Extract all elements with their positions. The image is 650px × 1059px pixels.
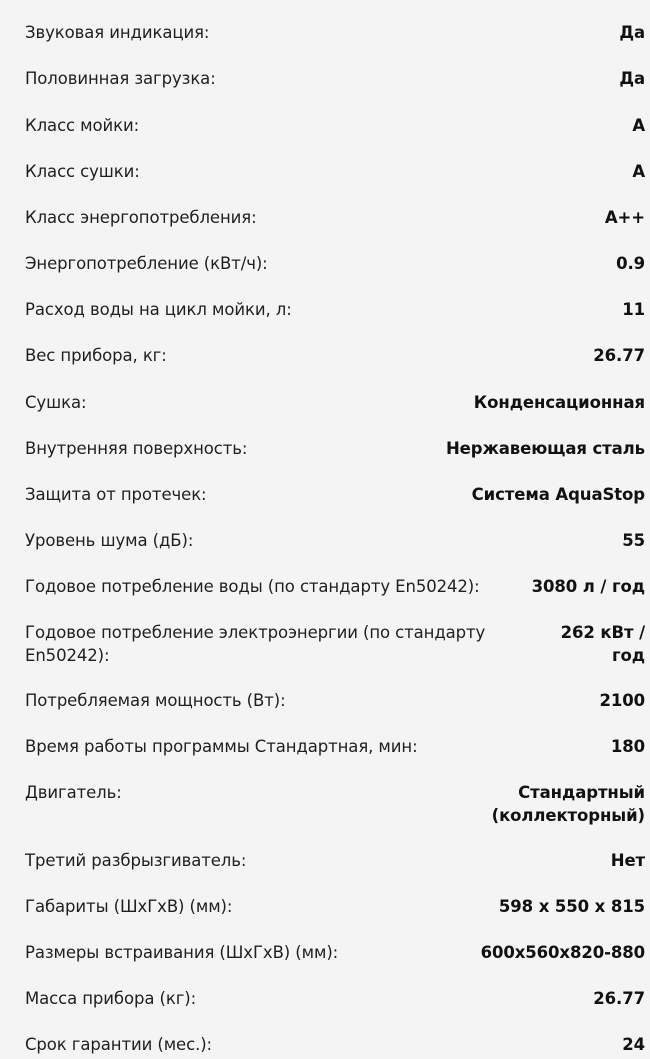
spec-label: Вес прибора, кг: bbox=[25, 346, 167, 365]
spec-value: Система AquaStop bbox=[471, 485, 645, 504]
spec-row-motor bbox=[0, 781, 650, 827]
spec-label: Потребляемая мощность (Вт): bbox=[25, 691, 286, 710]
spec-row-water-per-cycle bbox=[0, 298, 650, 321]
spec-row-appliance-weight bbox=[0, 344, 650, 367]
spec-value: 180 bbox=[610, 737, 645, 756]
spec-row-standard-program-time bbox=[0, 735, 650, 758]
spec-value: 600x560x820-880 bbox=[480, 943, 645, 962]
spec-value: Да bbox=[619, 23, 645, 42]
spec-row-drying bbox=[0, 391, 650, 414]
spec-value: 55 bbox=[622, 531, 645, 550]
spec-label: Расход воды на цикл мойки, л: bbox=[25, 300, 292, 319]
spec-value: Стандартный (коллекторный) bbox=[491, 783, 645, 825]
spec-value: А bbox=[632, 116, 645, 135]
spec-value: А bbox=[632, 162, 645, 181]
spec-label: Внутренняя поверхность: bbox=[25, 439, 248, 458]
spec-row-noise-level bbox=[0, 529, 650, 552]
spec-value: 24 bbox=[622, 1035, 645, 1054]
spec-label: Звуковая индикация: bbox=[25, 23, 210, 42]
spec-label: Сушка: bbox=[25, 393, 87, 412]
spec-row-power-consumption bbox=[0, 689, 650, 712]
spec-value: Конденсационная bbox=[473, 393, 645, 412]
spec-row-sound-indication bbox=[0, 21, 650, 44]
spec-label: Масса прибора (кг): bbox=[25, 989, 197, 1008]
spec-label: Класс энергопотребления: bbox=[25, 208, 257, 227]
spec-row-dry-class bbox=[0, 160, 650, 183]
spec-row-half-load bbox=[0, 67, 650, 90]
spec-value: 262 кВт / год bbox=[560, 623, 645, 665]
spec-label: Годовое потребление электроэнергии (по стандарту En50242): bbox=[25, 623, 486, 665]
spec-value: 11 bbox=[622, 300, 645, 319]
spec-label: Двигатель: bbox=[25, 783, 122, 802]
spec-row-energy-consumption bbox=[0, 252, 650, 275]
spec-row-annual-water bbox=[0, 575, 650, 598]
spec-label: Габариты (ШхГхВ) (мм): bbox=[25, 897, 233, 916]
spec-row-built-in-dimensions bbox=[0, 941, 650, 964]
spec-value: 26.77 bbox=[593, 989, 645, 1008]
spec-row-dimensions bbox=[0, 895, 650, 918]
spec-row-warranty bbox=[0, 1033, 650, 1056]
spec-row-inner-surface bbox=[0, 437, 650, 460]
spec-value: А++ bbox=[604, 208, 645, 227]
spec-label: Уровень шума (дБ): bbox=[25, 531, 194, 550]
spec-label: Размеры встраивания (ШхГхВ) (мм): bbox=[25, 943, 339, 962]
spec-label: Годовое потребление воды (по стандарту En50242): bbox=[25, 577, 480, 596]
spec-value: Нержавеющая сталь bbox=[445, 439, 645, 458]
spec-value: 598 x 550 x 815 bbox=[498, 897, 645, 916]
spec-row-third-sprayer bbox=[0, 849, 650, 872]
spec-label: Половинная загрузка: bbox=[25, 69, 216, 88]
spec-row-appliance-mass bbox=[0, 987, 650, 1010]
spec-value: 2100 bbox=[599, 691, 645, 710]
spec-value: 26.77 bbox=[593, 346, 645, 365]
spec-label: Класс сушки: bbox=[25, 162, 140, 181]
spec-value: 0.9 bbox=[616, 254, 645, 273]
spec-value: Да bbox=[619, 69, 645, 88]
spec-label: Энергопотребление (кВт/ч): bbox=[25, 254, 268, 273]
spec-row-annual-energy bbox=[0, 621, 650, 667]
spec-value: Нет bbox=[610, 851, 645, 870]
spec-label: Третий разбрызгиватель: bbox=[25, 851, 247, 870]
spec-row-wash-class bbox=[0, 114, 650, 137]
spec-row-leak-protection bbox=[0, 483, 650, 506]
spec-row-energy-class bbox=[0, 206, 650, 229]
spec-value: 3080 л / год bbox=[531, 577, 645, 596]
spec-label: Время работы программы Стандартная, мин: bbox=[25, 737, 418, 756]
spec-label: Защита от протечек: bbox=[25, 485, 207, 504]
spec-label: Срок гарантии (мес.): bbox=[25, 1035, 213, 1054]
spec-label: Класс мойки: bbox=[25, 116, 140, 135]
